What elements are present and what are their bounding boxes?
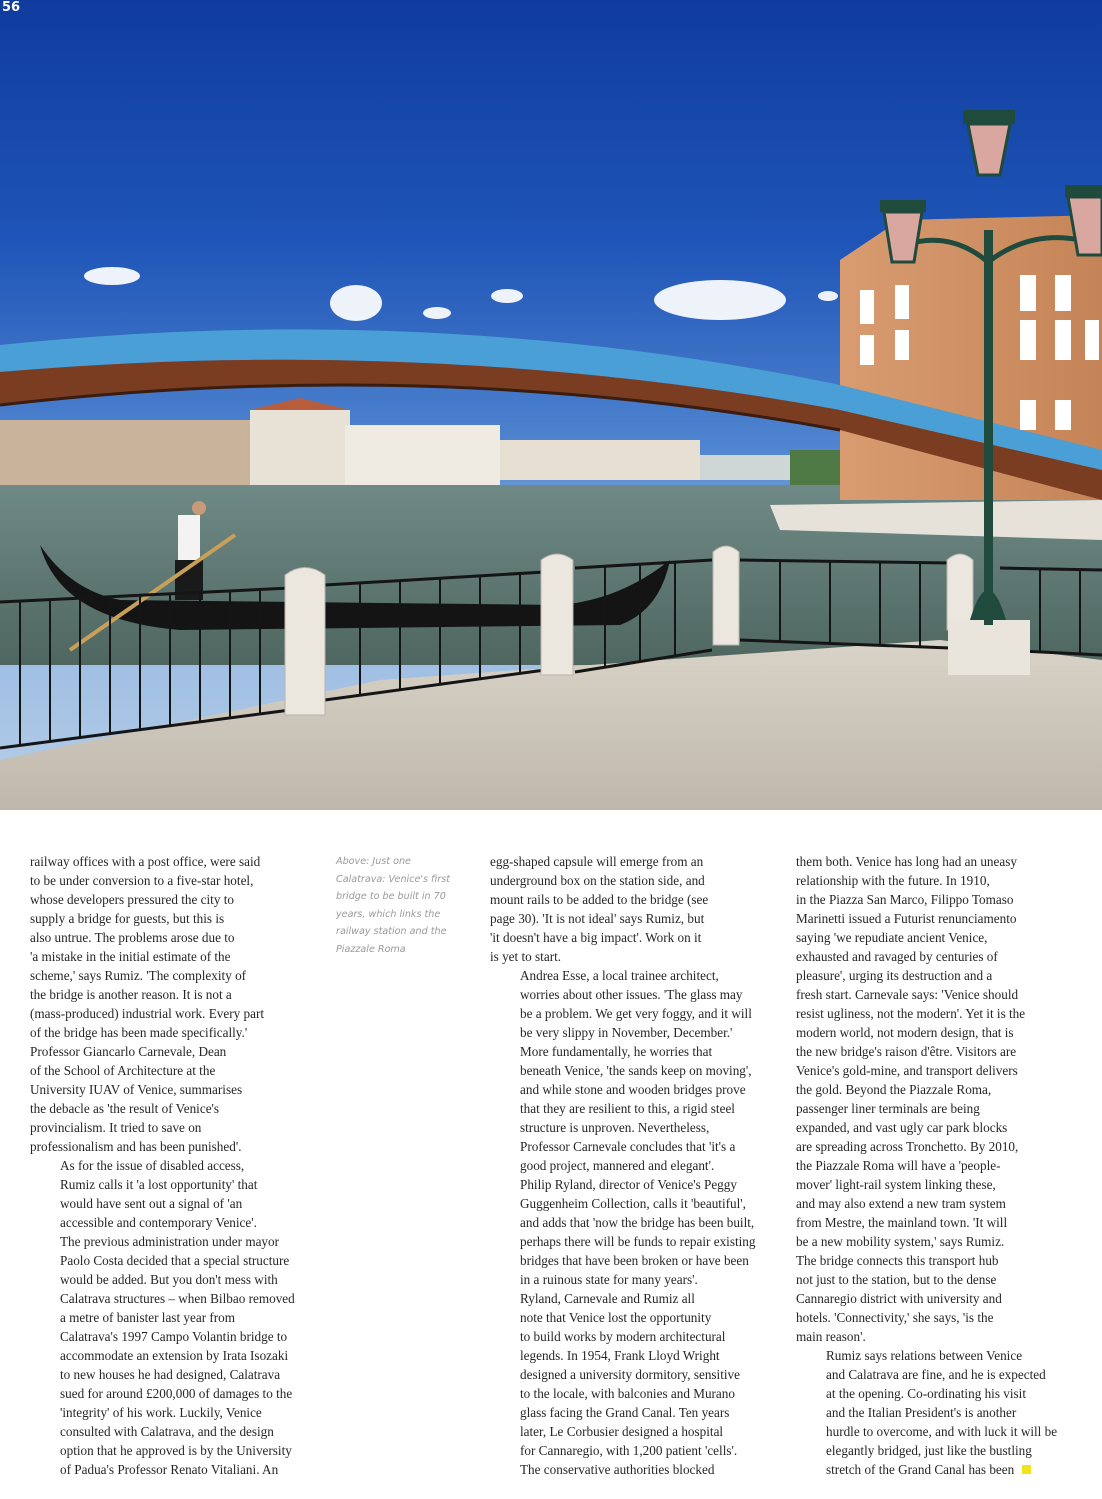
- article-line: exhausted and ravaged by centuries of: [796, 949, 998, 964]
- article-line: legends. In 1954, Frank Lloyd Wright: [520, 1348, 720, 1363]
- article-line: and Calatrava are fine, and he is expected: [826, 1367, 1046, 1382]
- article-line: in the Piazza San Marco, Filippo Tomaso: [796, 892, 1014, 907]
- article-line: bridges that have been broken or have been: [520, 1253, 749, 1268]
- article-line: to be under conversion to a five-star hotel,: [30, 873, 254, 888]
- article-line: beneath Venice, 'the sands keep on moving',: [520, 1063, 752, 1078]
- article-line: note that Venice lost the opportunity: [520, 1310, 712, 1325]
- article-line: perhaps there will be funds to repair existing: [520, 1234, 756, 1249]
- photo-caption: [336, 853, 466, 958]
- caption-line: bridge to be built in 70: [336, 891, 446, 902]
- article-line: accessible and contemporary Venice'.: [60, 1215, 257, 1230]
- article-column-2: [490, 852, 755, 1479]
- article-line: main reason'.: [796, 1329, 866, 1344]
- article-line: consulted with Calatrava, and the design: [60, 1424, 274, 1439]
- article-line: of Padua's Professor Renato Vitaliani. An: [60, 1462, 279, 1477]
- article-line: the new bridge's raison d'être. Visitors are: [796, 1044, 1017, 1059]
- article-paragraph: [490, 1289, 755, 1479]
- article-line: the bridge is another reason. It is not a: [30, 987, 232, 1002]
- article-line: later, Le Corbusier designed a hospital: [520, 1424, 724, 1439]
- article-paragraph: [490, 852, 755, 966]
- article-paragraph: [796, 1346, 1057, 1479]
- article-line: structure is unproven. Nevertheless,: [520, 1120, 710, 1135]
- article-line: at the opening. Co-ordinating his visit: [826, 1386, 1026, 1401]
- article-line: accommodate an extension by Irata Isozaki: [60, 1348, 289, 1363]
- article-line: Guggenheim Collection, calls it 'beautiful',: [520, 1196, 746, 1211]
- article-line: More fundamentally, he worries that: [520, 1044, 713, 1059]
- article-line: sued for around £200,000 of damages to the: [60, 1386, 293, 1401]
- article-line: 'integrity' of his work. Luckily, Venice: [60, 1405, 262, 1420]
- far-buildings: [0, 398, 850, 500]
- page-number: 56: [2, 0, 21, 15]
- article-line: be a new mobility system,' says Rumiz.: [796, 1234, 1005, 1249]
- article-paragraph: [490, 966, 755, 1289]
- article-line: glass facing the Grand Canal. Ten years: [520, 1405, 730, 1420]
- article-line: Philip Ryland, director of Venice's Peggy: [520, 1177, 737, 1192]
- article-line: from Mestre, the mainland town. 'It will: [796, 1215, 1008, 1230]
- article-line: that they are resilient to this, a rigid steel: [520, 1101, 735, 1116]
- article-line: Paolo Costa decided that a special structure: [60, 1253, 290, 1268]
- article-line: (mass-produced) industrial work. Every part: [30, 1006, 265, 1021]
- article-line: saying 'we repudiate ancient Venice,: [796, 930, 988, 945]
- article-line: University IUAV of Venice, summarises: [30, 1082, 243, 1097]
- article-line: and adds that 'now the bridge has been built,: [520, 1215, 755, 1230]
- article-line: and the Italian President's is another: [826, 1405, 1017, 1420]
- article-line: Calatrava's 1997 Campo Volantin bridge to: [60, 1329, 288, 1344]
- article-line: Ryland, Carnevale and Rumiz all: [520, 1291, 695, 1306]
- article-line: Professor Giancarlo Carnevale, Dean: [30, 1044, 227, 1059]
- caption-line: years, which links the: [336, 908, 441, 920]
- article-line: for Cannaregio, with 1,200 patient 'cells'.: [520, 1443, 738, 1458]
- article-line: stretch of the Grand Canal has been: [796, 1460, 1057, 1479]
- article-line: underground box on the station side, and: [490, 873, 705, 888]
- article-line: of the School of Architecture at the: [30, 1063, 216, 1078]
- article-line: be very slippy in November, December.': [520, 1025, 733, 1040]
- article-line: are spreading across Tronchetto. By 2010,: [796, 1139, 1019, 1154]
- article-line: option that he approved is by the University: [60, 1443, 292, 1458]
- article-line: good project, mannered and elegant'.: [520, 1158, 715, 1173]
- article-line: a metre of banister last year from: [60, 1310, 236, 1325]
- article-line: elegantly bridged, just like the bustling: [826, 1443, 1032, 1458]
- article-line: designed a university dormitory, sensitive: [520, 1367, 740, 1382]
- article-line: not just to the station, but to the dense: [796, 1272, 997, 1287]
- caption-line: Calatrava: Venice's first: [336, 873, 450, 885]
- article-line: Marinetti issued a Futurist renunciamento: [796, 911, 1017, 926]
- article-line: the debacle as 'the result of Venice's: [30, 1101, 220, 1116]
- article-line: Professor Carnevale concludes that 'it's a: [520, 1139, 736, 1154]
- article-line: hotels. 'Connectivity,' she says, 'is the: [796, 1310, 994, 1325]
- article-line: The previous administration under mayor: [60, 1234, 280, 1249]
- article-line: mover' light-rail system linking these,: [796, 1177, 996, 1192]
- article-line: mount rails to be added to the bridge (see: [490, 892, 709, 907]
- article-line: relationship with the future. In 1910,: [796, 873, 990, 888]
- article-line: 'it doesn't have a big impact'. Work on it: [490, 930, 702, 945]
- article-line: The bridge connects this transport hub: [796, 1253, 999, 1268]
- article-line: Calatrava structures – when Bilbao removed: [60, 1291, 295, 1306]
- article-line: and may also extend a new tram system: [796, 1196, 1006, 1211]
- article-line: whose developers pressured the city to: [30, 892, 234, 907]
- article-column-1: [30, 852, 295, 1479]
- article-line: page 30). 'It is not ideal' says Rumiz, but: [490, 911, 705, 926]
- article-line: also untrue. The problems arose due to: [30, 930, 235, 945]
- article-line: Andrea Esse, a local trainee architect,: [520, 968, 719, 983]
- article-paragraph: [30, 1156, 295, 1479]
- article-line: in a ruinous state for many years'.: [520, 1272, 698, 1287]
- article-line: hurdle to overcome, and with luck it will be: [826, 1424, 1058, 1439]
- article-line: the Piazzale Roma will have a 'people-: [796, 1158, 1001, 1173]
- article-line: professionalism and has been punished'.: [30, 1139, 242, 1154]
- article-line: fresh start. Carnevale says: 'Venice should: [796, 987, 1019, 1002]
- article-line: expanded, and vast ugly car park blocks: [796, 1120, 1008, 1135]
- caption-line: Piazzale Roma: [336, 943, 406, 955]
- end-of-article-mark: [1022, 1465, 1031, 1474]
- article-line: Venice's gold-mine, and transport delivers: [796, 1063, 1018, 1078]
- article-line: to the locale, with balconies and Murano: [520, 1386, 735, 1401]
- article-line: 'a mistake in the initial estimate of the: [30, 949, 231, 964]
- article-line: resist ugliness, not the modern'. Yet it is the: [796, 1006, 1026, 1021]
- article-line: of the bridge has been made specifically.': [30, 1025, 248, 1040]
- article-line: be a problem. We get very foggy, and it will: [520, 1006, 752, 1021]
- article-line: railway offices with a post office, were said: [30, 854, 261, 869]
- article-line: As for the issue of disabled access,: [60, 1158, 245, 1173]
- article-line: to new houses he had designed, Calatrava: [60, 1367, 281, 1382]
- article-line: provincialism. It tried to save on: [30, 1120, 202, 1135]
- article-line: scheme,' says Rumiz. 'The complexity of: [30, 968, 247, 983]
- article-line: supply a bridge for guests, but this is: [30, 911, 225, 926]
- article-paragraph: [30, 852, 295, 1156]
- article-line: The conservative authorities blocked: [520, 1462, 715, 1477]
- article-line: and while stone and wooden bridges prove: [520, 1082, 746, 1097]
- article-line: them both. Venice has long had an uneasy: [796, 854, 1017, 869]
- article-line: would be added. But you don't mess with: [60, 1272, 278, 1287]
- article-line: to build works by modern architectural: [520, 1329, 726, 1344]
- caption-line: Above: Just one: [336, 856, 411, 867]
- article-line: is yet to start.: [490, 949, 562, 964]
- article-line: worries about other issues. 'The glass may: [520, 987, 743, 1002]
- article-column-3: [796, 852, 1057, 1479]
- article-line: Rumiz says relations between Venice: [826, 1348, 1023, 1363]
- article-line: pleasure', urging its destruction and a: [796, 968, 993, 983]
- article-line: the gold. Beyond the Piazzale Roma,: [796, 1082, 992, 1097]
- article-line: modern world, not modern design, that is: [796, 1025, 1014, 1040]
- article-line: would have sent out a signal of 'an: [60, 1196, 243, 1211]
- article-line: Cannaregio district with university and: [796, 1291, 1002, 1306]
- article-line: Rumiz calls it 'a lost opportunity' that: [60, 1177, 258, 1192]
- caption-line: railway station and the: [336, 926, 447, 937]
- article-paragraph: [796, 852, 1057, 1346]
- clouds: [84, 267, 838, 321]
- article-line: egg-shaped capsule will emerge from an: [490, 854, 704, 869]
- article-line: passenger liner terminals are being: [796, 1101, 980, 1116]
